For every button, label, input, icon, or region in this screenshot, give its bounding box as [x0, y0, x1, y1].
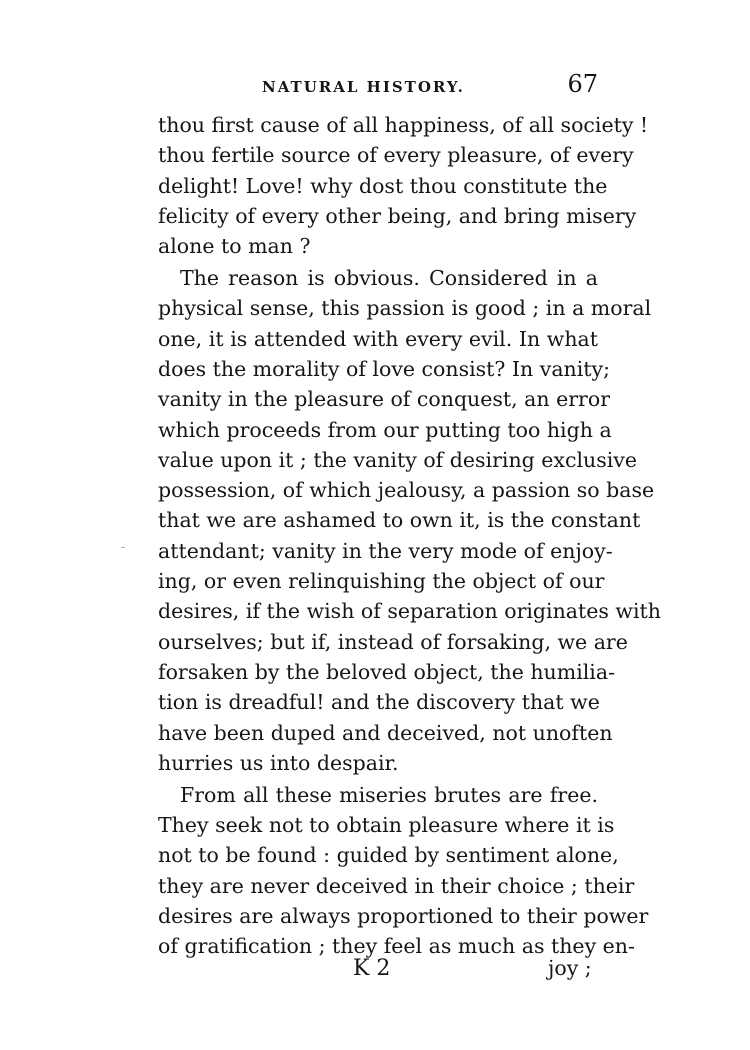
text-line: one, it is attended with every evil. In what — [158, 326, 598, 351]
text-line: forsaken by the beloved object, the humilia- — [158, 659, 616, 684]
text-line: of gratification ; they feel as much as they en- — [158, 934, 635, 959]
signature-mark: K 2 — [353, 956, 391, 981]
text-line: felicity of every other being, and bring misery — [158, 203, 637, 228]
text-line: They seek not to obtain pleasure where it is — [158, 813, 615, 838]
page-number: 67 — [567, 70, 598, 98]
paragraph — [158, 780, 649, 962]
running-head — [158, 70, 598, 106]
text-line: From all these miseries brutes are free. — [180, 782, 598, 807]
text-line: not to be found : guided by sentiment alone, — [158, 843, 619, 868]
text-line: desires, if the wish of separation originates with — [158, 599, 661, 624]
body-text — [158, 110, 661, 962]
paragraph — [158, 263, 661, 778]
catchword: joy ; — [548, 956, 592, 980]
text-line: thou fertile source of every pleasure, of every — [158, 143, 634, 168]
text-line: value upon it ; the vanity of desiring exclusive — [158, 447, 638, 472]
text-line: does the morality of love consist? In vanity; — [158, 356, 611, 381]
text-line: that we are ashamed to own it, is the constant — [158, 508, 641, 533]
text-line: alone to man ? — [158, 234, 311, 259]
text-line: which proceeds from our putting too high a — [158, 417, 612, 442]
text-line: possession, of which jealousy, a passion so base — [158, 478, 655, 503]
text-line: thou first cause of all happiness, of all society ! — [158, 113, 649, 137]
margin-mark: - — [121, 540, 126, 554]
text-line: hurries us into despair. — [158, 750, 399, 775]
text-line: they are never deceived in their choice ; their — [158, 873, 635, 898]
text-line: tion is dreadful! and the discovery that we — [158, 690, 600, 715]
text-line: desires are always proportioned to their power — [158, 903, 649, 928]
text-line: have been duped and deceived, not unoften — [158, 720, 613, 745]
running-title: NATURAL HISTORY. — [262, 78, 465, 96]
text-line: ourselves; but if, instead of forsaking, we are — [158, 629, 628, 654]
text-line: The reason is obvious. Considered in a — [180, 266, 598, 291]
paragraph — [158, 110, 649, 261]
text-line: physical sense, this passion is good ; in a moral — [158, 296, 652, 321]
text-line: vanity in the pleasure of conquest, an error — [158, 387, 611, 412]
text-line: attendant; vanity in the very mode of enjoy- — [158, 538, 613, 563]
text-line: delight! Love! why dost thou constitute the — [158, 173, 608, 198]
text-line: ing, or even relinquishing the object of our — [158, 569, 605, 594]
